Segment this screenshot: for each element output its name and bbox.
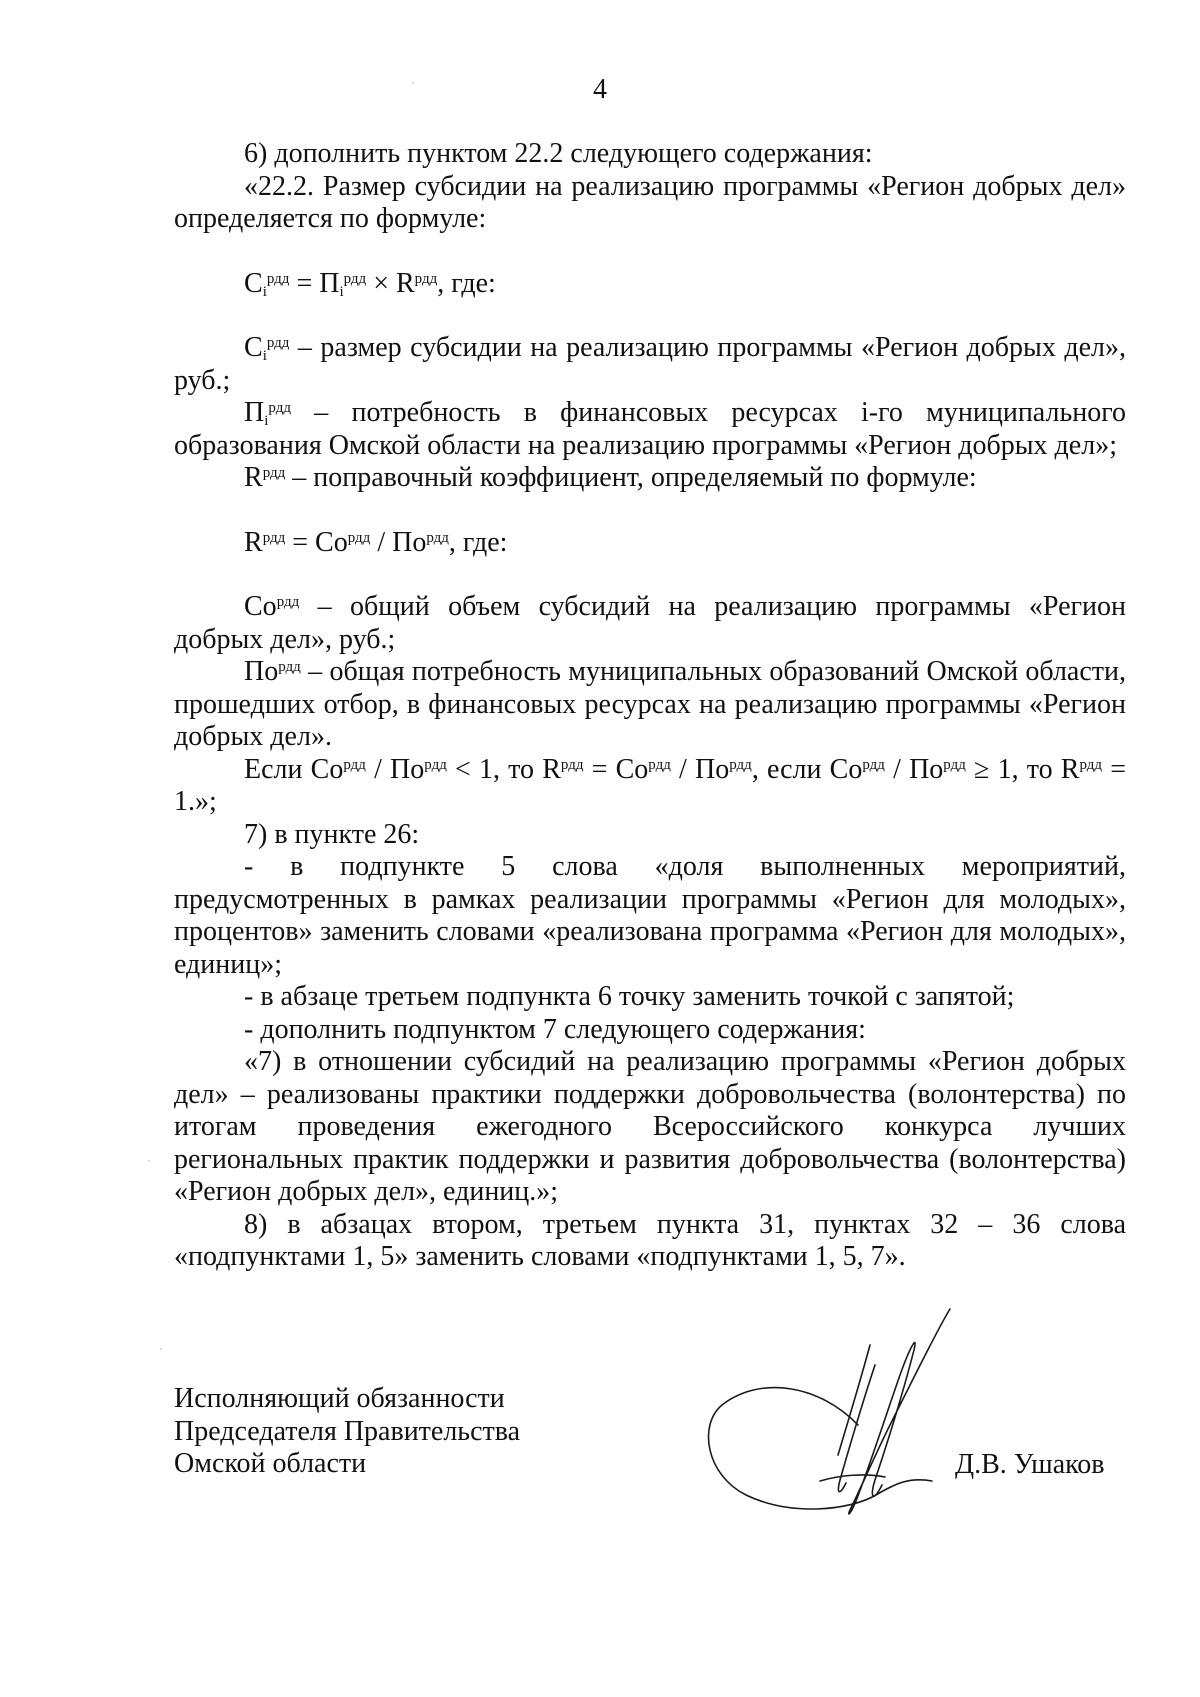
condition-paragraph: Если $Co^{рдд} / По^{рдд} < 1$, то $R^{рдд} = Co^{рдд} / По^{рдд}$, если $Co^{рдд} / По^{рдд} \ge 1$, то $R^{рдд} = 1$.»; [174,753,1127,817]
page-number: 4 [593,74,607,105]
paragraph-7-item-4: «7) в отношении субсидий на реализацию программы «Регион добрых дел» – реализованы практики поддержки добровольчества (волонтерства) по итогам проведения ежегодного Всероссийского конкурса лучших региональных практик поддержки и развития добровольчества (волонтерства) «Регион добрых дел», единиц.»; [174,1046,1126,1207]
paragraph-8: 8) в абзацах втором, третьем пункта 31, пунктах 32 – 36 слова «подпунктами 1, 5» заменить словами «подпунктами 1, 5, 7». [174,1208,1126,1272]
signatory-line-3: Омской области [174,1448,367,1479]
signatory-line-2: Председателя Правительства [174,1415,521,1447]
signatory-position [174,1383,520,1481]
document-body [174,138,1126,1274]
scan-speck [412,82,414,84]
signer-name: Д.В. Ушаков [955,1449,1105,1480]
paragraph-7-item-3: - дополнить подпунктом 7 следующего содержания: [244,1013,866,1045]
definition-po: $По^{рдд}$ – общая потребность муниципальных образований Омской области, прошедших отбор, в финансовых ресурсах на реализацию программы «Регион добрых дел». [174,656,1126,752]
scan-speck [148,1160,150,1162]
paragraph-7-item-2: - в абзаце третьем подпункта 6 точку заменить точкой с запятой; [244,981,1015,1012]
formula-coefficient: $R^{рдд} = Co^{рдд} / По^{рдд}$, где: [244,526,508,558]
paragraph-7-item-1: - в подпункте 5 слова «доля выполненных мероприятий, предусмотренных в рамках реализации программы «Регион для молодых», процентов» заменить словами «реализована программа «Регион для молодых», единиц»; [174,851,1126,980]
paragraph-7: 7) в пункте 26: [244,818,420,850]
definition-p: $П_i^{рдд}$ – потребность в финансовых ресурсах i-го муниципального образования Омской области на реализацию программы «Регион добрых дел»; [174,397,1126,461]
paragraph-22-2: «22.2. Размер субсидии на реализацию программы «Регион добрых дел» определяется по формуле: [174,170,1126,234]
handwritten-signature [700,1305,970,1535]
signatory-line-1: Исполняющий обязанности [174,1383,505,1414]
scan-speck [160,1348,162,1350]
paragraph-6: 6) дополнить пунктом 22.2 следующего содержания: [244,138,873,169]
definition-c: $C_i^{рдд}$ – размер субсидии на реализацию программы «Регион добрых дел», руб.; [174,332,1126,396]
definition-co: $Co^{рдд}$ – общий объем субсидий на реализацию программы «Регион добрых дел», руб.; [174,591,1126,655]
formula-subsidy: $C_i^{рдд} = П_i^{рдд} \times R^{рдд}$, где: [244,267,496,300]
definition-r: $R^{рдд}$ – поправочный коэффициент, определяемый по формуле: [244,462,977,493]
